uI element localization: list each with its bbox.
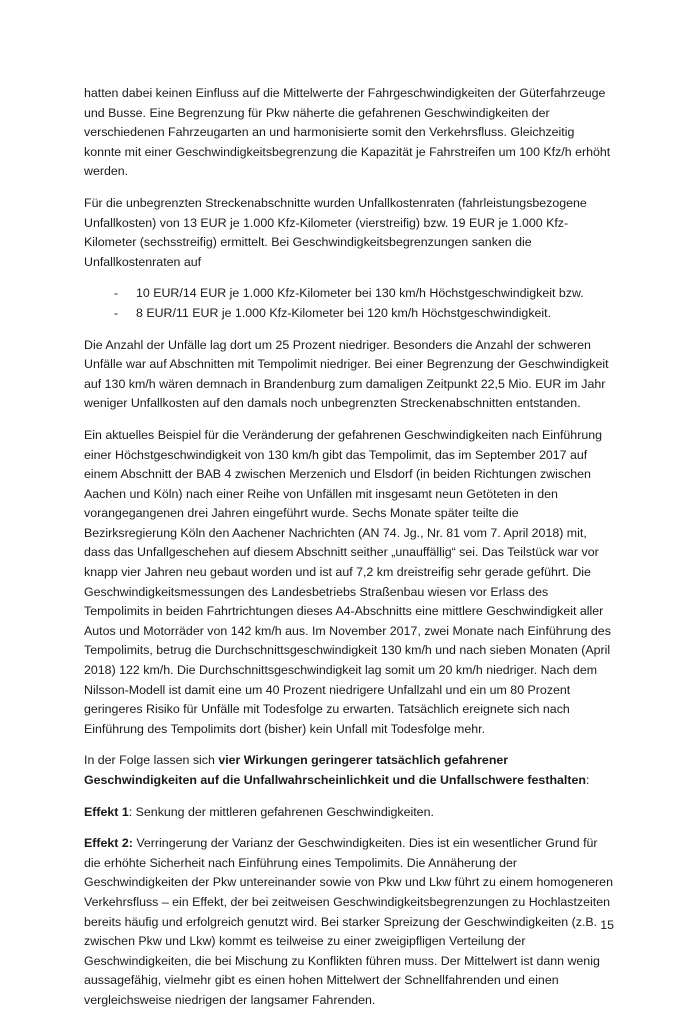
- paragraph-a4-example: Ein aktuelles Beispiel für die Veränderung der gefahrenen Geschwindigkeiten nach Einführung einer Höchstgeschwindigkeit von 130 km/h gibt das Tempolimit, das im September 2017 auf einem Abschnitt der BAB 4 zwischen Merzenich und Elsdorf (in beiden Richtungen zwischen Aachen und Köln) nach einer Reihe von Unfällen mit insgesamt neun Getöteten in den vorangegangenen drei Jahren eingeführt wurde. Sechs Monate später teilte die Bezirksregierung Köln den Aachener Nachrichten (AN 74. Jg., Nr. 81 vom 7. April 2018) mit, dass das Unfallgeschehen auf diesem Abschnitt seither „unauffällig“ sei. Das Teilstück war vor knapp vier Jahren neu gebaut worden und ist auf 7,2 km dreistreifig sehr gerade geführt. Die Geschwindigkeitsmessungen des Landesbetriebs Straßenbau wiesen vor Erlass des Tempolimits in beiden Fahrtrichtungen dieses A4-Abschnitts eine mittlere Geschwindigkeit aller Autos und Motorräder von 142 km/h aus. Im November 2017, zwei Monate nach Einführung des Tempolimits, betrug die Durchschnittsgeschwindigkeit 130 km/h und nach sieben Monaten (April 2018) 122 km/h. Die Durchschnittsgeschwindigkeit lag somit um 20 km/h niedriger. Nach dem Nilsson-Modell ist damit eine um 40 Prozent niedrigere Unfallzahl und ein um 80 Prozent geringeres Risiko für Unfälle mit Todesfolge zu erwarten. Tatsächlich ereignete sich nach Einführung des Tempolimits dort (bisher) kein Unfall mit Todesfolge mehr.: [84, 427, 611, 736]
- effekt-1-text: : Senkung der mittleren gefahrenen Geschwindigkeiten.: [128, 804, 434, 819]
- accident-cost-list: [84, 284, 614, 323]
- paragraph-effekt-2: [84, 834, 614, 1010]
- effekt-2-text: Verringerung der Varianz der Geschwindigkeiten. Dies ist ein wesentlicher Grund für die erhöhte Sicherheit nach Einführung eines Tempolimits. Die Annäherung der Geschwindigkeiten der Pkw untereinander sowie von Pkw und Lkw führt zu einem homogeneren Verkehrsfluss – ein Effekt, der bei zeitweisen Geschwindigkeitsbegrenzungen zu Hochlastzeiten bereits häufig und erfolgreich genutzt wird. Bei starker Spreizung der Geschwindigkeiten (z.B. zwischen Pkw und Lkw) kommt es teilweise zu einer zweigipfligen Verteilung der Geschwindigkeiten, die bei Mischung zu Konflikten führen muss. Der Mittelwert ist dann wenig aussagefähig, vielmehr gibt es einen hohen Mittelwert der Schnellfahrenden und einen vergleichsweise niedrigen der langsamer Fahrenden.: [84, 836, 613, 1007]
- list-item: [114, 304, 614, 324]
- list-item-text: 10 EUR/14 EUR je 1.000 Kfz-Kilometer bei 130 km/h Höchstgeschwindigkeit bzw.: [136, 286, 584, 301]
- paragraph-four-effects: [84, 751, 614, 790]
- paragraph-capacity: hatten dabei keinen Einfluss auf die Mittelwerte der Fahrgeschwindigkeiten der Güterfahrzeuge und Busse. Eine Begrenzung für Pkw näherte die gefahrenen Geschwindigkeiten der verschiedenen Fahrzeugarten an und harmonisierte somit den Verkehrsfluss. Gleichzeitig konnte mit einer Geschwindigkeitsbegrenzung die Kapazität je Fahrstreifen um 100 Kfz/h erhöht werden.: [84, 86, 611, 179]
- paragraph-accident-count: Die Anzahl der Unfälle lag dort um 25 Prozent niedriger. Besonders die Anzahl der schweren Unfälle war auf Abschnitten mit Tempolimit niedriger. Bei einer Begrenzung der Geschwindigkeit auf 130 km/h wären demnach in Brandenburg zum damaligen Zeitpunkt 22,5 Mio. EUR im Jahr weniger Unfallkosten auf den damals noch unbegrenzten Streckenabschnitten entstanden.: [84, 337, 609, 411]
- list-item-text: 8 EUR/11 EUR je 1.000 Kfz-Kilometer bei 120 km/h Höchstgeschwindigkeit.: [136, 305, 552, 320]
- paragraph-effekt-1: [84, 803, 614, 823]
- effekt-2-label: Effekt 2:: [84, 836, 133, 851]
- list-item: [114, 284, 614, 304]
- effekt-1-label: Effekt 1: [84, 804, 129, 819]
- four-effects-bold: vier Wirkungen geringerer tatsächlich gefahrener Geschwindigkeiten auf die Unfallwahrscheinlichkeit und die Unfallschwere festhalten: [84, 753, 586, 787]
- dash-bullet: -: [114, 305, 119, 320]
- four-effects-intro: In der Folge lassen sich: [84, 753, 219, 768]
- four-effects-colon: :: [585, 773, 590, 787]
- page-number: 15: [600, 918, 614, 932]
- paragraph-accident-cost-rates: Für die unbegrenzten Streckenabschnitte wurden Unfallkostenraten (fahrleistungsbezogene Unfallkosten) von 13 EUR je 1.000 Kfz-Kilometer (vierstreifig) bzw. 19 EUR je 1.000 Kfz-Kilometer (sechsstreifig) ermittelt. Bei Geschwindigkeitsbegrenzungen sanken die Unfallkostenraten auf: [84, 195, 587, 269]
- dash-bullet: -: [114, 286, 119, 301]
